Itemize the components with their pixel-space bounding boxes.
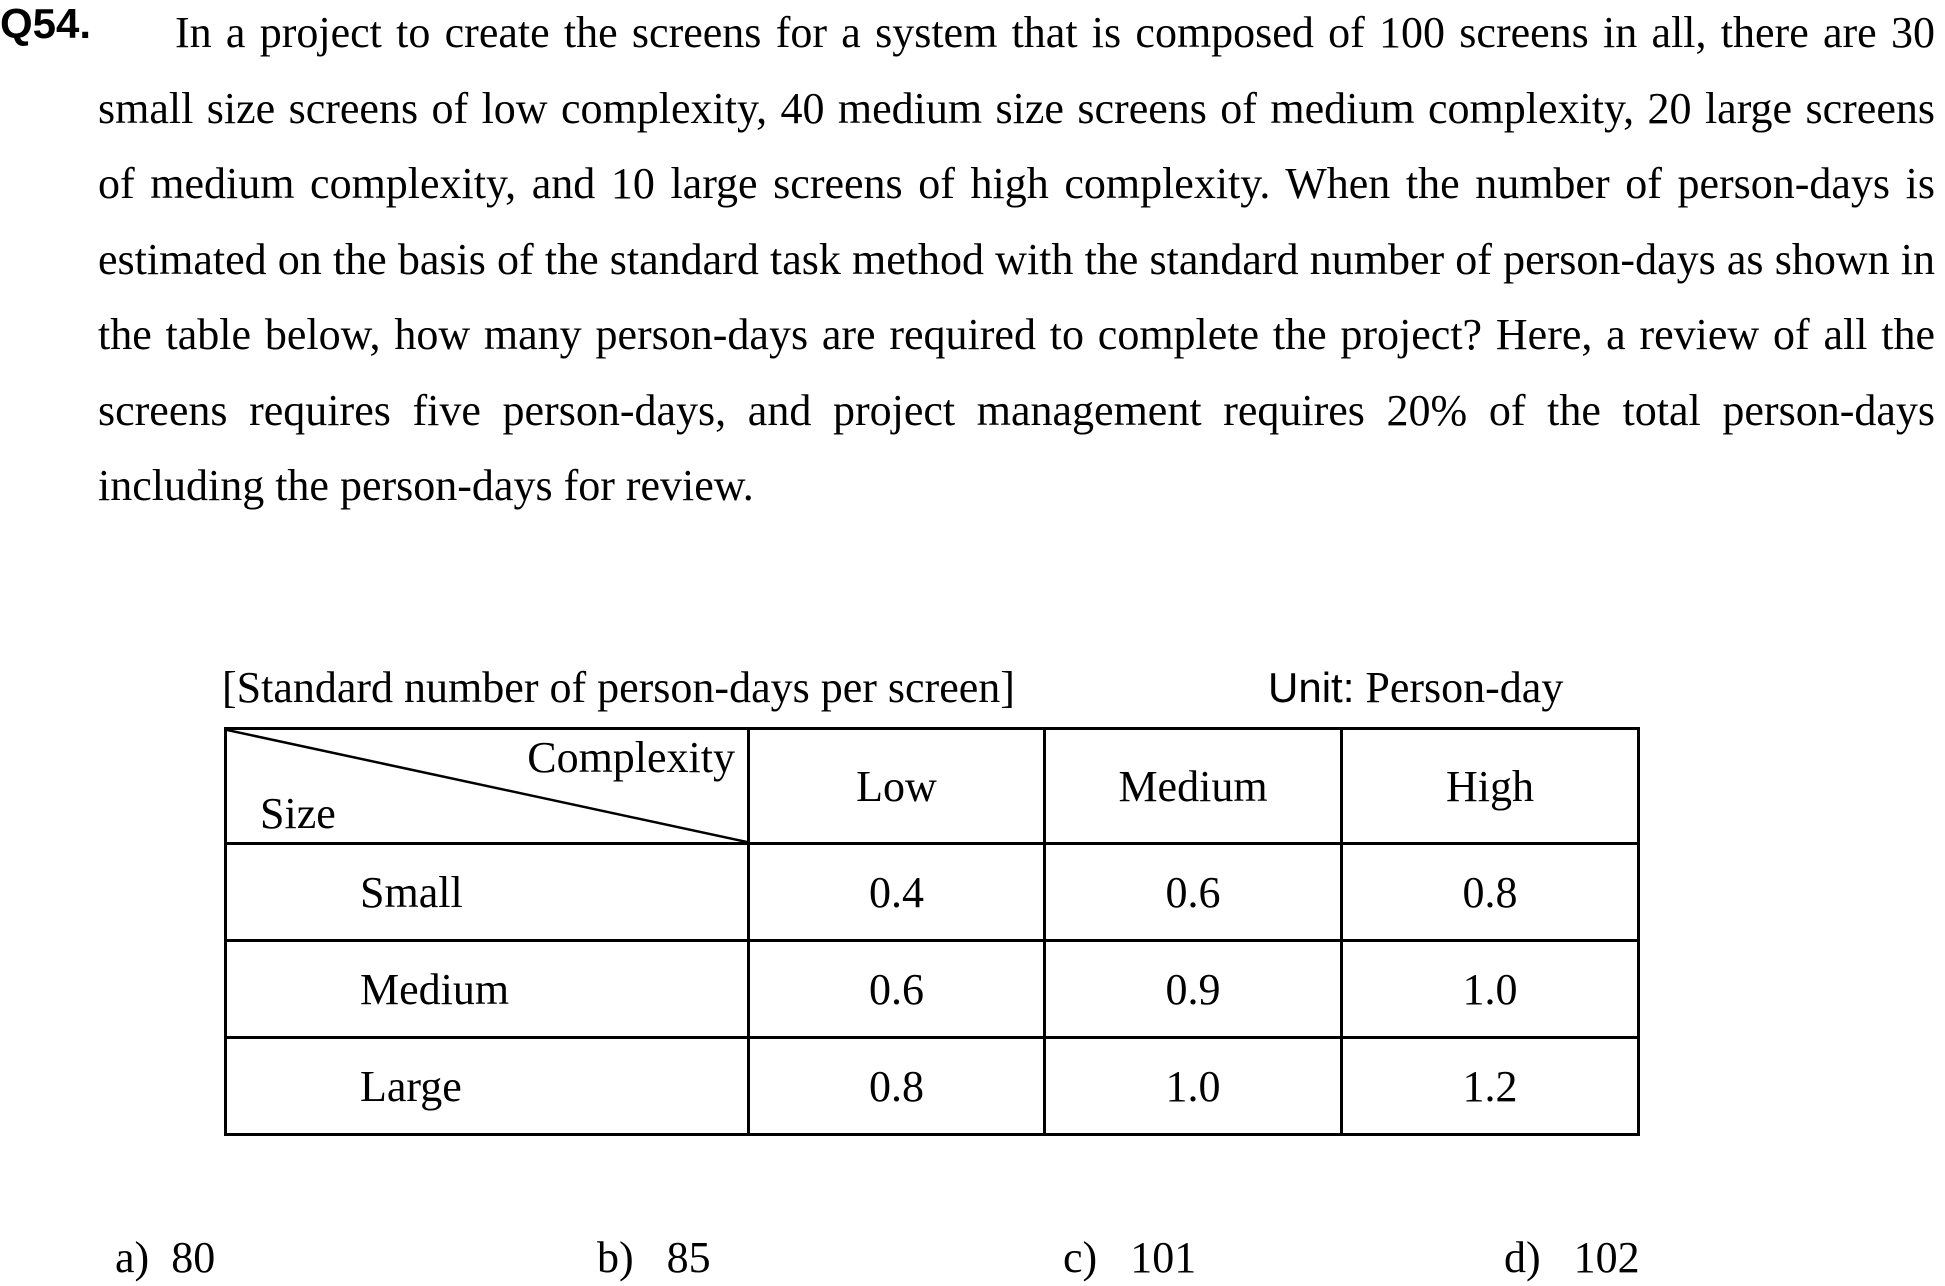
table-cell: 1.2 (1342, 1038, 1639, 1135)
table-cell: 0.4 (749, 844, 1045, 941)
size-header: Size (260, 789, 336, 838)
answer-value: 80 (171, 1233, 216, 1282)
table-header-row (226, 729, 1639, 844)
table-row (226, 941, 1639, 1038)
table-cell: 0.8 (749, 1038, 1045, 1135)
table-cell: 0.6 (1045, 844, 1342, 941)
column-header-high: High (1342, 729, 1639, 844)
table-cell: 1.0 (1045, 1038, 1342, 1135)
complexity-header: Complexity (527, 733, 735, 782)
table-cell: 0.9 (1045, 941, 1342, 1038)
answer-option-d[interactable] (1504, 1232, 1640, 1284)
standard-person-days-table (224, 727, 1640, 1136)
answer-label: a) (115, 1233, 150, 1282)
column-header-low: Low (749, 729, 1045, 844)
table-cell: 1.0 (1342, 941, 1639, 1038)
answer-label: b) (597, 1233, 634, 1282)
corner-header-cell (226, 729, 749, 844)
answer-option-b[interactable] (597, 1232, 711, 1284)
row-header-large: Large (226, 1038, 749, 1135)
answer-option-c[interactable] (1063, 1232, 1196, 1284)
row-header-small: Small (226, 844, 749, 941)
table-cell: 0.6 (749, 941, 1045, 1038)
unit-line (1268, 662, 1563, 714)
unit-value: Person-day (1365, 663, 1564, 712)
answer-label: d) (1504, 1233, 1541, 1282)
table-row (226, 1038, 1639, 1135)
table-caption: [Standard number of person-days per screen] (222, 663, 1015, 712)
answer-label: c) (1063, 1233, 1098, 1282)
answer-option-a[interactable] (115, 1232, 215, 1284)
column-header-medium: Medium (1045, 729, 1342, 844)
question-text: In a project to create the screens for a system that is composed of 100 screens in all, there are 30 small size screens of low complexity, 40 medium size screens of medium complexity, 20 large screens of medium complexity, and 10 large screens of high complexity. When the number of person-days is estimated on the basis of the standard task method with the standard number of person-days as shown in the table below, how many person-days are required to complete the project? Here, a review of all the screens requires five person-days, and project management requires 20% of the total person-days including the person-days for review. (98, 8, 1935, 510)
answer-value: 85 (666, 1233, 711, 1282)
table-row (226, 844, 1639, 941)
answer-value: 102 (1573, 1233, 1640, 1282)
unit-label: Unit: (1268, 664, 1355, 711)
row-header-medium: Medium (226, 941, 749, 1038)
answer-value: 101 (1130, 1233, 1197, 1282)
question-number: Q54. (0, 0, 92, 47)
table-cell: 0.8 (1342, 844, 1639, 941)
